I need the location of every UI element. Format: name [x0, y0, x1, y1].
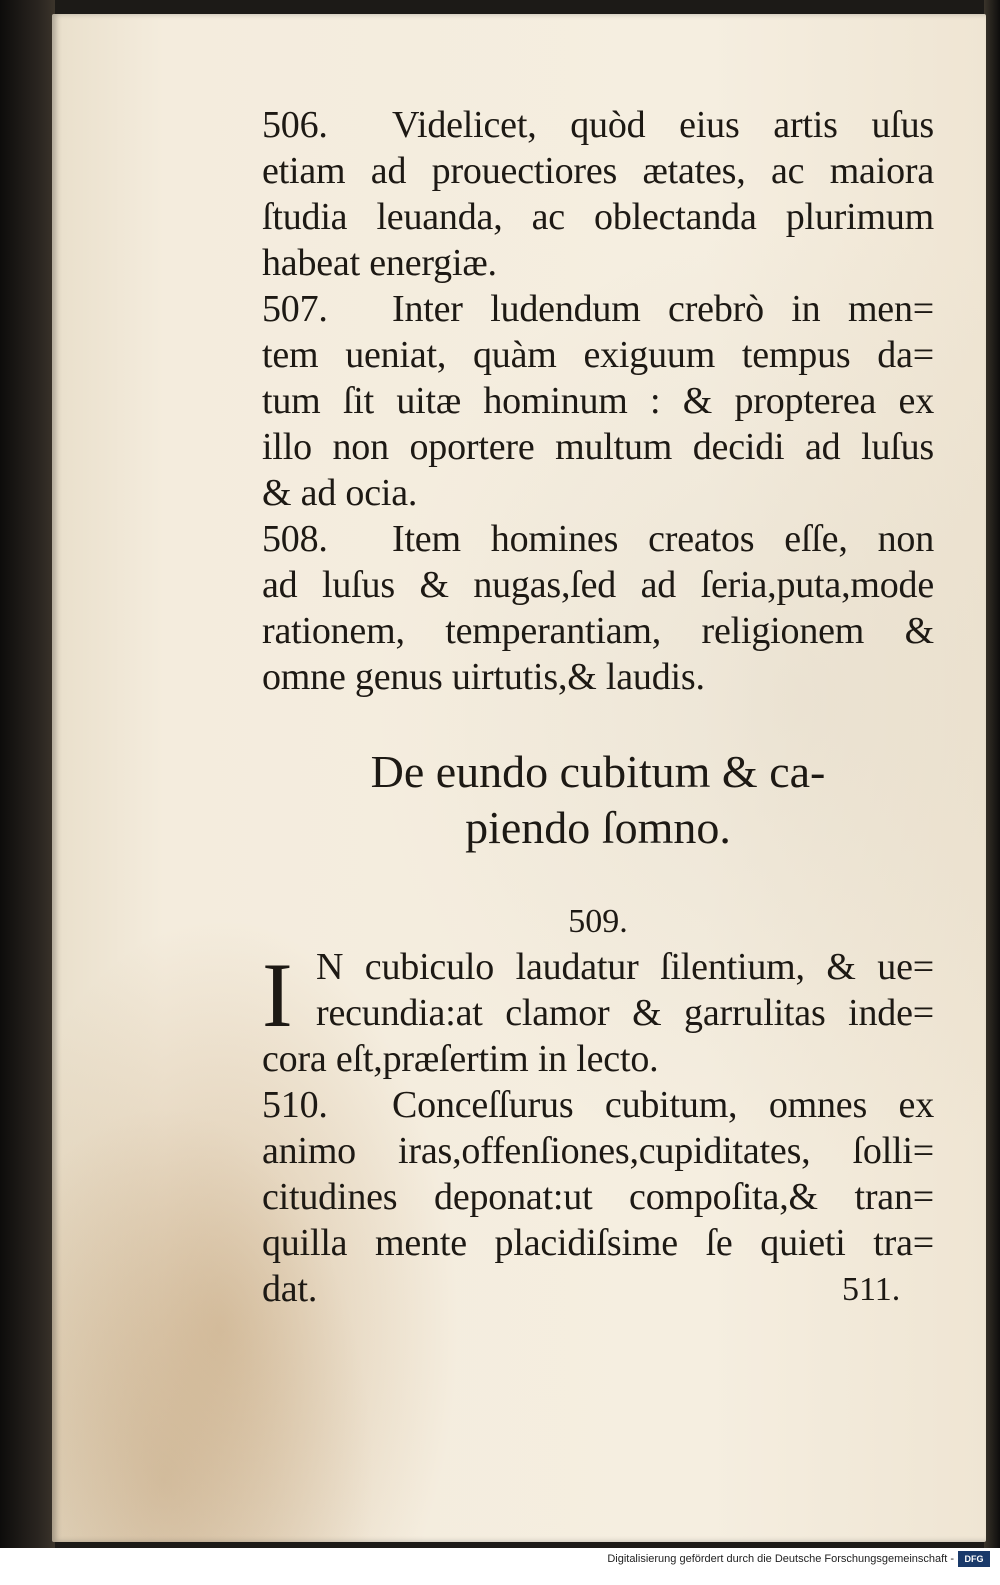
- text-line: animo iras,offenſiones,cupiditates, ſolli=: [262, 1130, 934, 1172]
- book-fore-edge: [984, 0, 1000, 1548]
- text-line: illo non oportere multum decidi ad luſus: [262, 426, 934, 468]
- text-line: [262, 102, 934, 148]
- text-line: ad luſus & nugas,ſed ad ſeria,puta,mode: [262, 564, 934, 606]
- text-line: tem ueniat, quàm exiguum tempus da=: [262, 334, 934, 376]
- text-line: [262, 286, 934, 332]
- text-line: etiam ad prouectiores ætates, ac maiora: [262, 150, 934, 192]
- text-line: ſtudia leuanda, ac oblectanda plurimum: [262, 196, 934, 238]
- text-run: Inter ludendum crebrò in men=: [392, 288, 934, 330]
- section-number: 509.: [568, 903, 628, 940]
- footer-credit: Digitalisierung gefördert durch die Deutsche Forschungsgemeinschaft -: [607, 1553, 954, 1565]
- text-line: citudines deponat:ut compoſita,& tran=: [262, 1176, 934, 1218]
- section-heading-line-1: De eundo cubitum & ca-: [370, 746, 826, 797]
- section-heading-line-2: piendo ſomno.: [465, 802, 731, 853]
- text-run: Conceſſurus cubitum, omnes ex: [392, 1084, 934, 1126]
- text-line: [262, 516, 934, 562]
- text-line: recundia:at clamor & garrulitas inde=: [316, 992, 934, 1034]
- text-line: cora eſt,præſertim in lecto.: [262, 1038, 659, 1080]
- dfg-logo-text: DFG: [964, 1554, 984, 1564]
- book-binding-edge: [0, 0, 55, 1548]
- text-line: dat.: [262, 1268, 318, 1310]
- text-run: Videlicet, quòd eius artis uſus: [392, 104, 934, 146]
- drop-cap: I: [262, 944, 293, 1046]
- text-run: Item homines creatos eſſe, non: [392, 518, 934, 560]
- text-line: omne genus uirtutis,& laudis.: [262, 656, 705, 698]
- dfg-logo: [958, 1551, 990, 1567]
- paragraph-number: 506.: [262, 104, 328, 146]
- text-line: habeat energiæ.: [262, 242, 497, 284]
- paragraph-number: 508.: [262, 518, 328, 560]
- paragraph-number: 507.: [262, 288, 328, 330]
- text-line: quilla mente placidiſsime ſe quieti tra=: [262, 1222, 934, 1264]
- text-line: & ad ocia.: [262, 472, 418, 514]
- paragraph-number: 510.: [262, 1084, 328, 1126]
- text-line: [262, 1082, 934, 1128]
- text-line: tum ſit uitæ hominum : & propterea ex: [262, 380, 934, 422]
- catchword: 511.: [842, 1271, 901, 1308]
- text-line: rationem, temperantiam, religionem &: [262, 610, 934, 652]
- text-line: N cubiculo laudatur ſilentium, & ue=: [316, 946, 934, 988]
